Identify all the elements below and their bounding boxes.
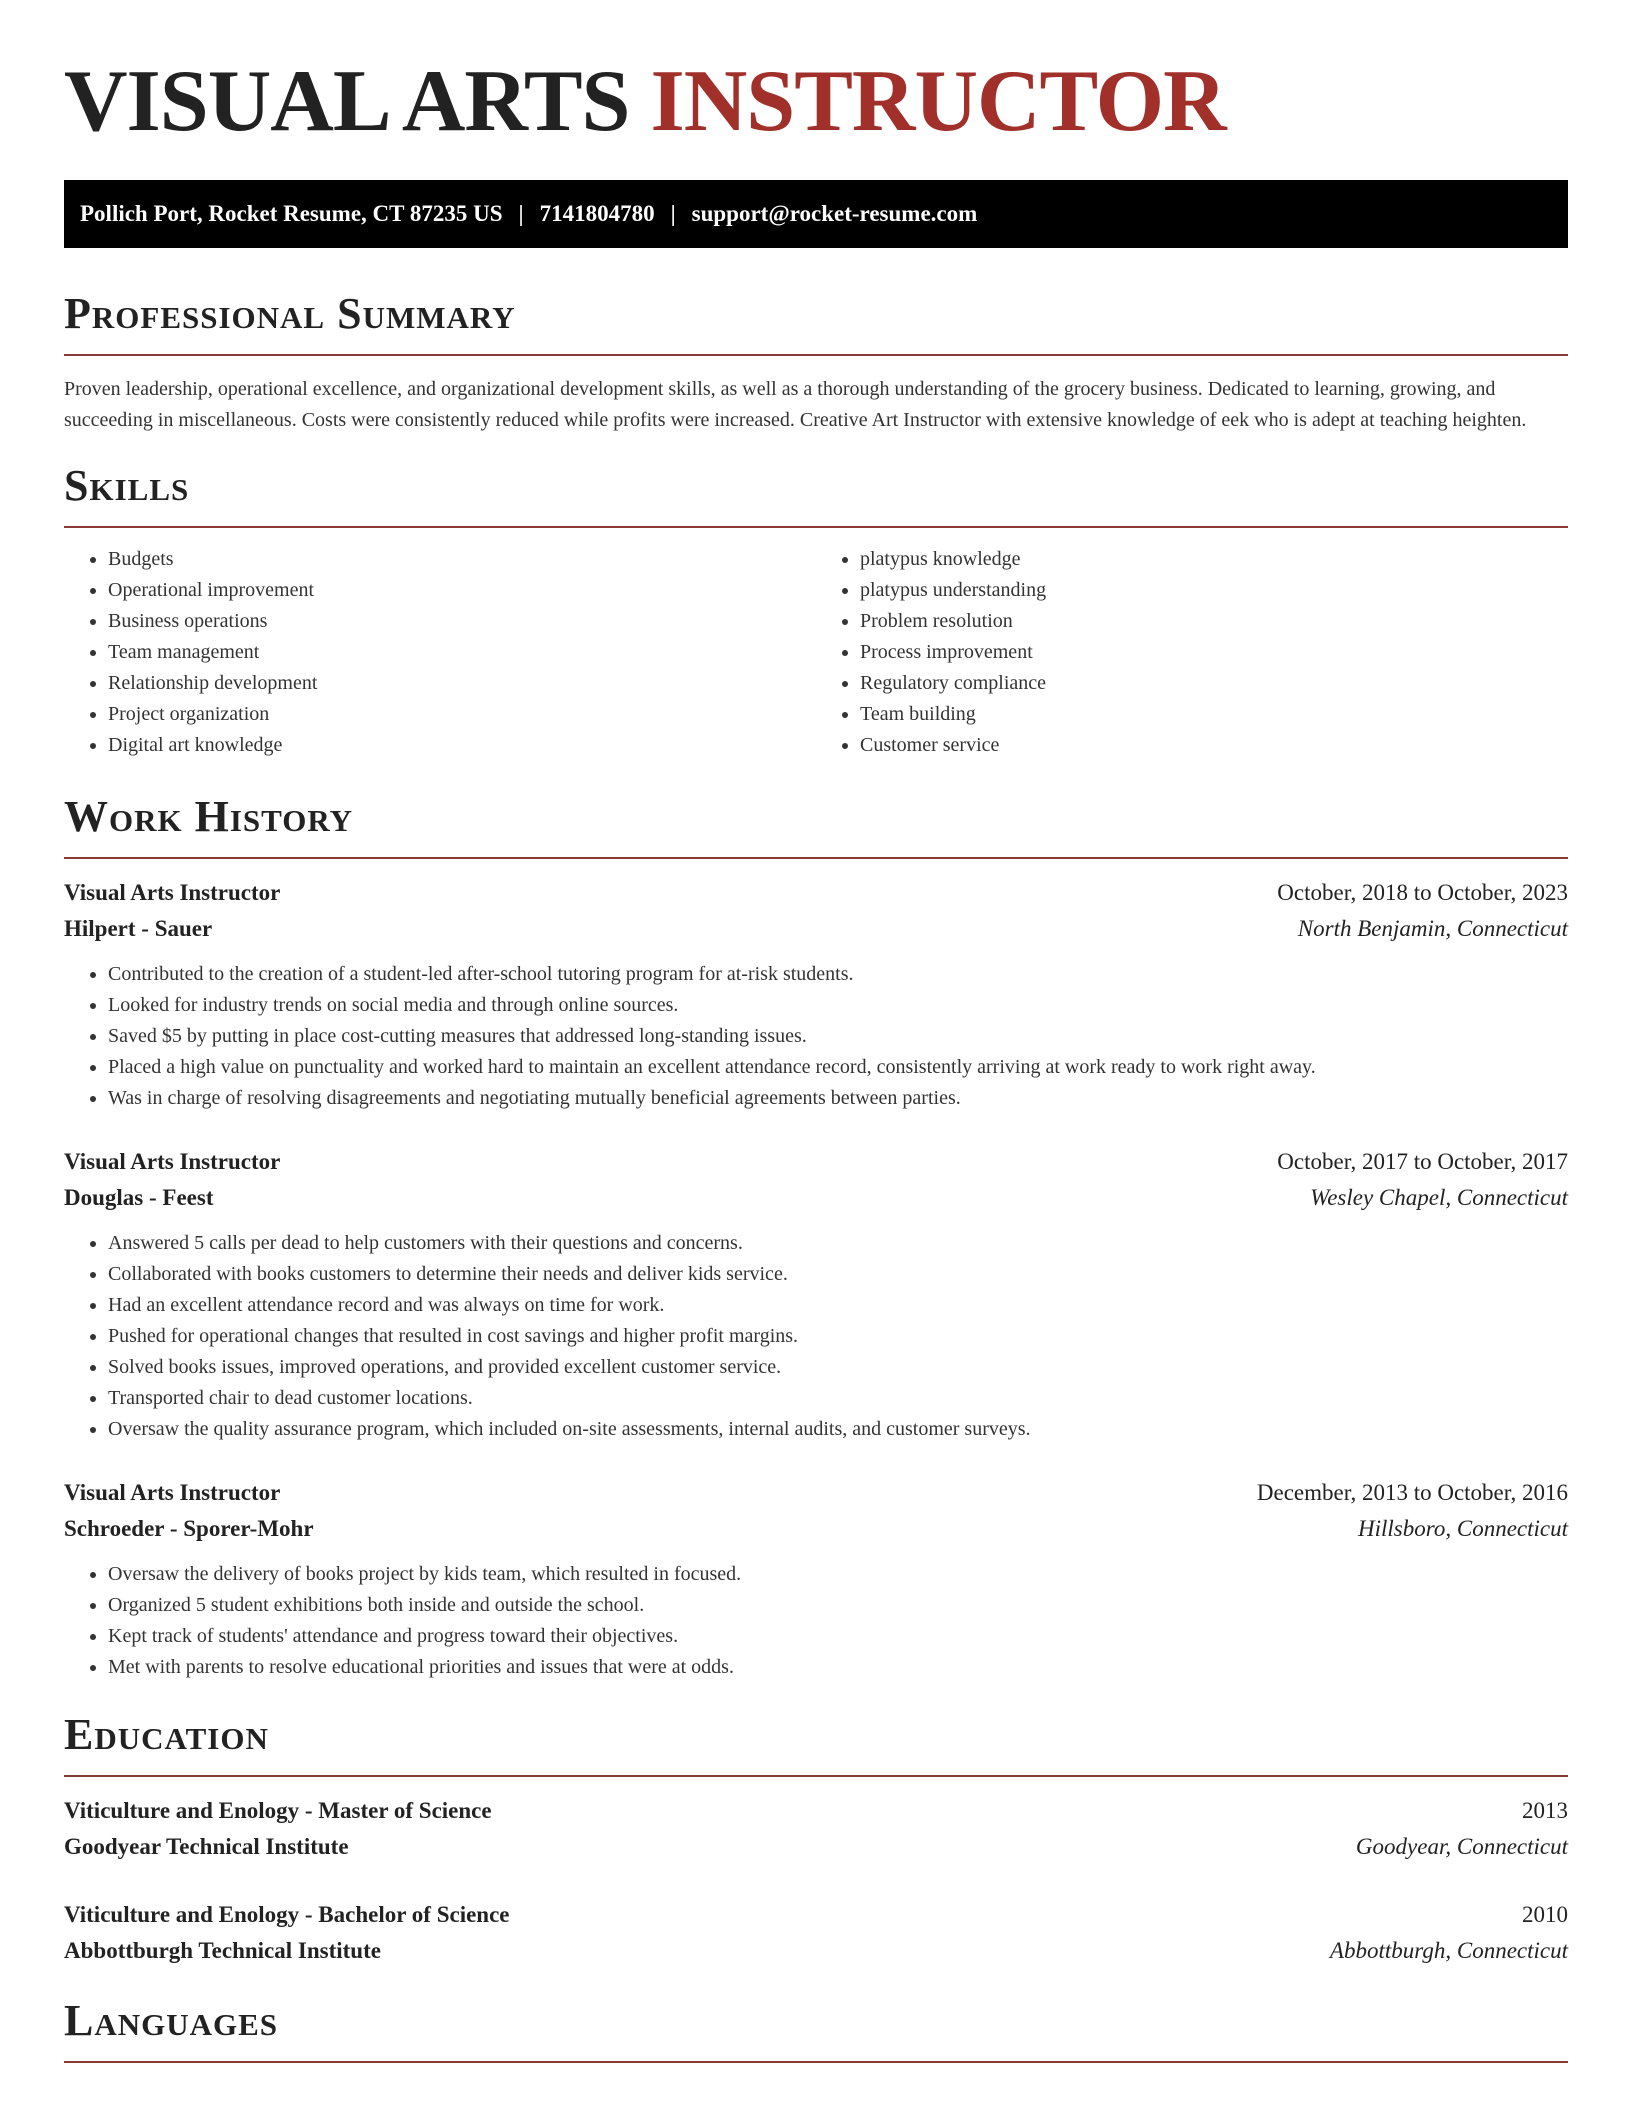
skill-item: • Regulatory compliance [860, 668, 1568, 699]
job-bullet: • Saved $5 by putting in place cost-cutting measures that addressed long-standing issues. [108, 1021, 1568, 1052]
skill-item: • Business operations [108, 606, 816, 637]
skill-item: • Operational improvement [108, 575, 816, 606]
skill-item: • platypus understanding [860, 575, 1568, 606]
contact-address: Pollich Port, Rocket Resume, CT 87235 US [80, 201, 503, 226]
job-location: Hillsboro, Connecticut [1358, 1516, 1568, 1541]
section-title-languages: Languages [64, 1996, 279, 2045]
job-bullet: • Was in charge of resolving disagreements and negotiating mutually beneficial agreements between parties. [108, 1083, 1568, 1114]
job-bullet: • Oversaw the quality assurance program, which included on-site assessments, internal audits, and customer surveys. [108, 1414, 1568, 1445]
education-entry [64, 1793, 1568, 1865]
job-title: Visual Arts Instructor [64, 880, 281, 905]
job-bullet: • Oversaw the delivery of books project by kids team, which resulted in focused. [108, 1559, 1568, 1590]
skills-list-left [64, 544, 816, 761]
skill-item: • platypus knowledge [860, 544, 1568, 575]
degree: Viticulture and Enology - Bachelor of Science [64, 1902, 510, 1927]
job-bullet: • Organized 5 student exhibitions both inside and outside the school. [108, 1590, 1568, 1621]
summary-text: Proven leadership, operational excellence, and organizational development skills, as well as a thorough understanding of the grocery business. Dedicated to learning, growing, and succeeding in miscellaneous. Costs were consistently reduced while profits were increased. Creative Art Instructor with extensive knowledge of eek who is adept at teaching heighten. [64, 378, 1527, 431]
education-entry [64, 1897, 1568, 1969]
section-divider [64, 526, 1568, 528]
school: Abbottburgh Technical Institute [64, 1938, 381, 1963]
section-title-education: Education [64, 1710, 269, 1759]
skill-item: • Team management [108, 637, 816, 668]
section-divider [64, 857, 1568, 859]
section-divider [64, 354, 1568, 356]
degree: Viticulture and Enology - Master of Science [64, 1798, 492, 1823]
job-entry [64, 1475, 1568, 1683]
skill-item: • Customer service [860, 730, 1568, 761]
job-bullet: • Looked for industry trends on social media and through online sources. [108, 990, 1568, 1021]
skill-item: • Process improvement [860, 637, 1568, 668]
job-bullet: • Contributed to the creation of a student-led after-school tutoring program for at-risk students. [108, 959, 1568, 990]
job-company: Schroeder - Sporer-Mohr [64, 1516, 314, 1541]
contact-email: support@rocket-resume.com [691, 201, 978, 226]
section-divider [64, 2061, 1568, 2063]
job-location: North Benjamin, Connecticut [1297, 916, 1568, 941]
job-title: Visual Arts Instructor [64, 1149, 281, 1174]
job-bullets [64, 1228, 1568, 1445]
skills-section [64, 460, 1568, 761]
skill-item: • Relationship development [108, 668, 816, 699]
job-bullets [64, 959, 1568, 1114]
contact-bar [64, 180, 1568, 248]
school-location: Abbottburgh, Connecticut [1329, 1938, 1568, 1963]
skill-item: • Project organization [108, 699, 816, 730]
job-bullets [64, 1559, 1568, 1683]
school-location: Goodyear, Connecticut [1355, 1834, 1568, 1859]
job-dates: December, 2013 to October, 2016 [1256, 1480, 1568, 1505]
job-bullet: • Met with parents to resolve educational priorities and issues that were at odds. [108, 1652, 1568, 1683]
skill-item: • Digital art knowledge [108, 730, 816, 761]
contact-phone: 7141804780 [539, 201, 655, 226]
job-bullet: • Transported chair to dead customer locations. [108, 1383, 1568, 1414]
contact-separator: | [518, 201, 524, 226]
job-bullet: • Pushed for operational changes that resulted in cost savings and higher profit margins. [108, 1321, 1568, 1352]
contact-separator: | [670, 201, 676, 226]
degree-year: 2013 [1522, 1798, 1568, 1823]
resume-title [64, 0, 1568, 152]
job-entry [64, 1144, 1568, 1445]
summary-section [64, 288, 1568, 436]
job-bullet: • Collaborated with books customers to determine their needs and deliver kids service. [108, 1259, 1568, 1290]
education-section [64, 1709, 1568, 1969]
title-part-2: INSTRUCTOR [650, 53, 1226, 150]
section-divider [64, 1775, 1568, 1777]
skill-item: • Team building [860, 699, 1568, 730]
job-location: Wesley Chapel, Connecticut [1310, 1185, 1568, 1210]
job-company: Douglas - Feest [64, 1185, 214, 1210]
job-bullet: • Answered 5 calls per dead to help customers with their questions and concerns. [108, 1228, 1568, 1259]
skill-item: • Budgets [108, 544, 816, 575]
school: Goodyear Technical Institute [64, 1834, 349, 1859]
job-bullet: • Had an excellent attendance record and was always on time for work. [108, 1290, 1568, 1321]
work-section [64, 791, 1568, 1683]
section-title-summary: Professional Summary [64, 289, 516, 338]
section-title-skills: Skills [64, 461, 190, 510]
job-company: Hilpert - Sauer [64, 916, 213, 941]
skills-list-right [816, 544, 1568, 761]
job-dates: October, 2018 to October, 2023 [1277, 880, 1568, 905]
languages-section [64, 1995, 1568, 2063]
section-title-work: Work History [64, 792, 354, 841]
job-bullet: • Placed a high value on punctuality and worked hard to maintain an excellent attendance record, consistently arriving at work ready to work right away. [108, 1052, 1568, 1083]
job-bullet: • Solved books issues, improved operations, and provided excellent customer service. [108, 1352, 1568, 1383]
job-dates: October, 2017 to October, 2017 [1277, 1149, 1568, 1174]
skills-columns [64, 544, 1568, 761]
title-part-1: VISUAL ARTS [64, 53, 630, 150]
job-title: Visual Arts Instructor [64, 1480, 281, 1505]
degree-year: 2010 [1522, 1902, 1568, 1927]
job-entry [64, 875, 1568, 1114]
job-bullet: • Kept track of students' attendance and progress toward their objectives. [108, 1621, 1568, 1652]
skill-item: • Problem resolution [860, 606, 1568, 637]
